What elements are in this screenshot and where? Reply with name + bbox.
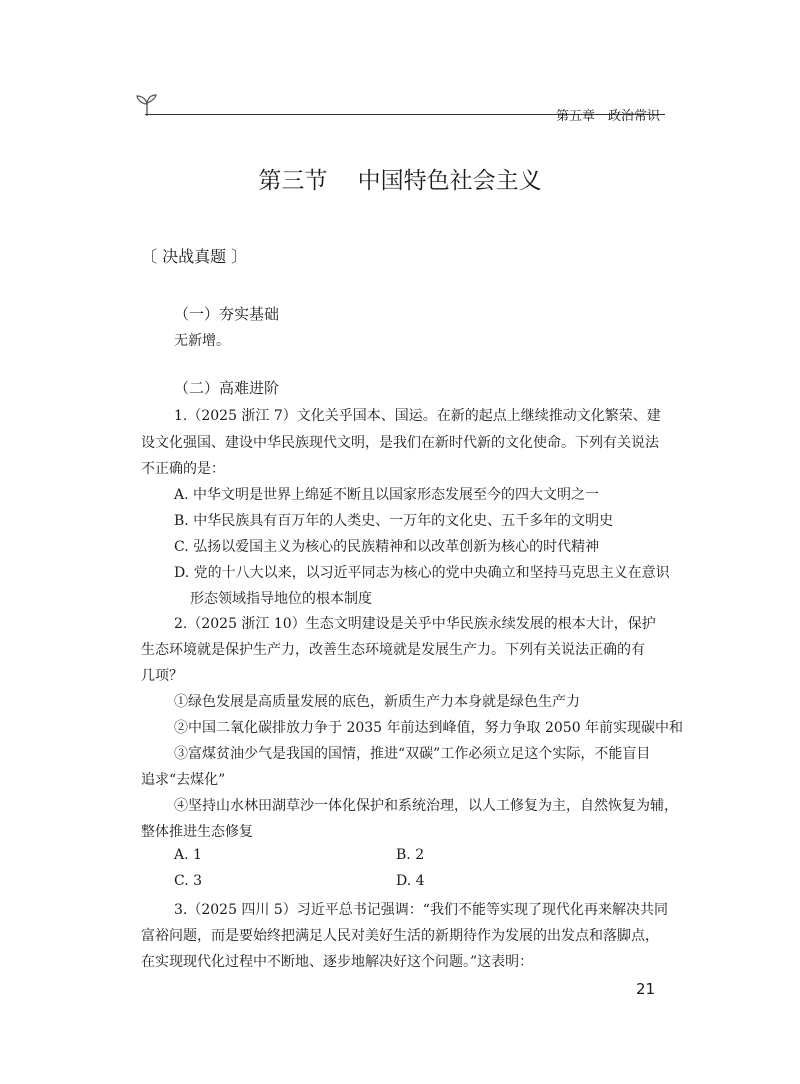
q1-option-c: C. 弘扬以爱国主义为核心的民族精神和以改革创新为核心的时代精神 bbox=[174, 539, 600, 555]
q1-option-d: D. 党的十八大以来，以习近平同志为核心的党中央确立和坚持马克思主义在意识 bbox=[174, 565, 670, 581]
q2-option-c: C. 3 bbox=[174, 873, 203, 889]
q3-stem-line: 富裕问题，而是要始终把满足人民对美好生活的新期待作为发展的出发点和落脚点， bbox=[141, 928, 659, 944]
section-title: 第三节 中国特色社会主义 bbox=[258, 168, 542, 194]
q1-stem-line: 1.（2025 浙江 7）文化关乎国本、国运。在新的起点上继续推动文化繁荣、建 bbox=[174, 408, 661, 424]
page-number: 21 bbox=[636, 980, 656, 998]
part1-heading: （一）夯实基础 bbox=[174, 305, 280, 323]
q2-option-b: B. 2 bbox=[396, 847, 425, 863]
q2-item-3-cont: 追求“去煤化” bbox=[141, 772, 226, 788]
q2-item-4: ④坚持山水林田湖草沙一体化保护和系统治理，以人工修复为主，自然恢复为辅， bbox=[174, 798, 678, 814]
q2-stem-line: 生态环境就是保护生产力，改善生态环境就是发展生产力。下列有关说法正确的有 bbox=[141, 642, 645, 658]
q1-option-d-cont: 形态领域指导地位的根本制度 bbox=[190, 591, 372, 607]
q1-option-a: A. 中华文明是世界上绵延不断且以国家形态发展至今的四大文明之一 bbox=[174, 487, 600, 503]
q1-option-b: B. 中华民族具有百万年的人类史、一万年的文化史、五千多年的文明史 bbox=[174, 513, 614, 529]
q2-stem-line: 2.（2025 浙江 10）生态文明建设是关乎中华民族永续发展的根本大计，保护 bbox=[174, 616, 656, 632]
q2-item-4-cont: 整体推进生态修复 bbox=[141, 824, 253, 840]
q2-stem-line: 几项？ bbox=[141, 668, 183, 684]
part1-text: 无新增。 bbox=[174, 333, 230, 349]
q2-item-3: ③富煤贫油少气是我国的国情，推进“双碳”工作必须立足这个实际，不能盲目 bbox=[174, 746, 651, 762]
q2-option-a: A. 1 bbox=[174, 847, 202, 863]
block-title: 〔 决战真题 〕 bbox=[141, 247, 248, 266]
q2-item-1: ①绿色发展是高质量发展的底色，新质生产力本身就是绿色生产力 bbox=[174, 694, 580, 710]
q3-stem-line: 在实现现代化过程中不断地、逐步地解决好这个问题。”这表明： bbox=[141, 954, 534, 970]
q2-option-d: D. 4 bbox=[396, 873, 425, 889]
q2-item-2: ②中国二氧化碳排放力争于 2035 年前达到峰值，努力争取 2050 年前实现碳中和 bbox=[174, 720, 684, 736]
chapter-heading: 第五章 政治常识 bbox=[556, 109, 661, 124]
part2-heading: （二）高难进阶 bbox=[174, 379, 280, 397]
q3-stem-line: 3.（2025 四川 5）习近平总书记强调：“我们不能等实现了现代化再来解决共同 bbox=[174, 902, 668, 918]
q1-stem-line: 设文化强国、建设中华民族现代文明，是我们在新时代新的文化使命。下列有关说法 bbox=[141, 435, 659, 451]
q1-stem-line: 不正确的是： bbox=[141, 461, 225, 477]
